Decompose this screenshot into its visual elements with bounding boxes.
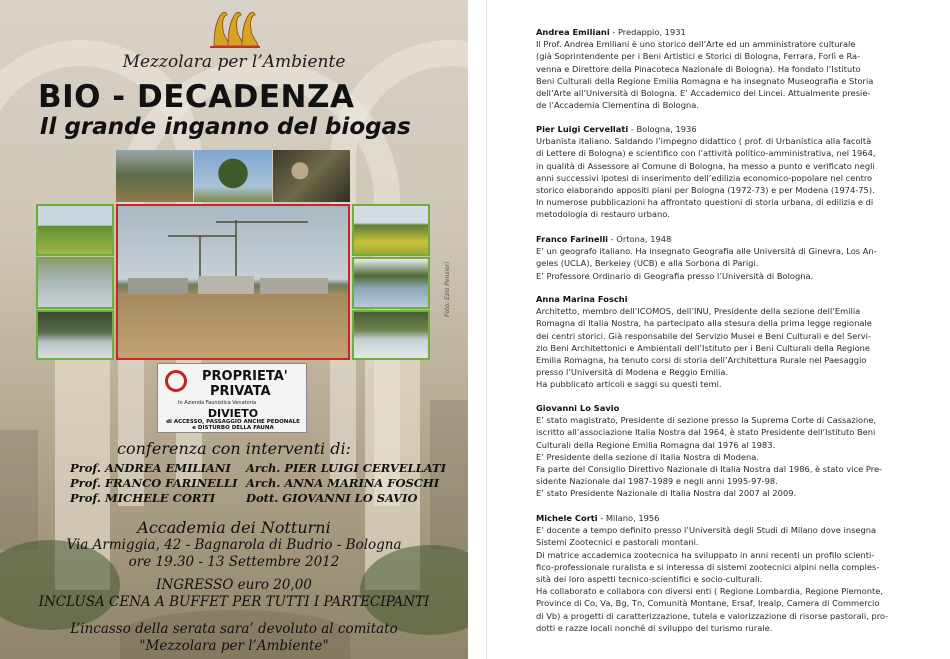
speaker-title: Prof. [70, 491, 101, 505]
poster-subtitle: Il grande inganno del biogas [40, 114, 411, 140]
prohibition-circle-icon [165, 370, 187, 392]
venue-address: Via Armiggia, 42 - Bagnarola di Budrio - Bologna [66, 537, 402, 553]
photo-tree-field [116, 150, 193, 202]
event-poster [0, 0, 468, 659]
bio-line: E’ stato Presidente Nazionale di Italia Nostra dal 2007 al 2009. [536, 488, 797, 499]
bio-line: Fa parte del Consiglio Direttivo Nazionale di Italia Nostra dal 1986, è stato vice Pre- [536, 464, 883, 475]
bio-header [536, 512, 916, 524]
speaker-title: Arch. [246, 476, 281, 490]
photo-tree-sky [194, 150, 272, 202]
bio-name: Pier Luigi Cervellati [536, 124, 629, 134]
committee-name: "Mezzolara per l’Ambiente" [139, 638, 329, 654]
bio-line: Ha pubblicato articoli e saggi su questi temi. [536, 379, 722, 390]
bio-losavio [536, 402, 916, 500]
bio-line: dotti e razze locali nonché di sviluppo del turismo rurale. [536, 622, 773, 633]
sign-line-5: di ACCESSO, PASSAGGIO ANCHE PEDONALE [166, 419, 300, 425]
bio-line: (già Soprintendente per i Beni Artistici e Storici di Bologna, Ferrara, Forlì e Ra- [536, 51, 861, 62]
sign-line-4: DIVIETO [207, 407, 259, 420]
bio-line: de l’Accademia Clementina di Bologna. [536, 100, 699, 111]
bio-origin: - Bologna, 1936 [628, 124, 697, 134]
photo-river [352, 257, 430, 309]
speaker-title: Prof. [70, 461, 101, 475]
photo-birds-water [36, 310, 114, 360]
bio-line: Ha collaborato e collabora con diversi enti ( Regione Lombardia, Regione Piemonte, [536, 586, 883, 597]
photo-wetland [352, 310, 430, 360]
sign-line-3: In Azienda Faunistica Venatoria [178, 400, 257, 406]
bio-line: Beni Culturali della Regione Emilia Romagna e ha insegnato Museografia e Storia [536, 75, 874, 86]
bio-line: Il Prof. Andrea Emiliani è uno storico dell’Arte ed un amministratore culturale [536, 39, 856, 50]
bio-header [536, 26, 916, 38]
bio-line: E’ Professore Ordinario di Geografia presso l’Università di Bologna. [536, 270, 814, 281]
speaker-5 [70, 491, 215, 505]
included-dinner: INCLUSA CENA A BUFFET PER TUTTI I PARTECIPANTI [38, 594, 430, 610]
bio-origin: - Ortona, 1948 [608, 234, 672, 244]
bio-name: Andrea Emiliani [536, 27, 610, 37]
event-datetime: ore 19.30 - 13 Settembre 2012 [128, 554, 340, 570]
bio-origin: - Milano, 1956 [597, 513, 660, 523]
private-property-sign [157, 363, 307, 433]
bio-line: sità dei loro aspetti tecnico-scientifici e socio-culturali. [536, 574, 763, 585]
bio-farinelli [536, 233, 916, 282]
bio-line: dell’Arte all’Università di Bologna. E’ Accademico dei Lincei. Attualmente presie- [536, 88, 871, 99]
bio-header [536, 123, 916, 135]
bio-line: In numerose pubblicazioni ha affrontato questioni di storia urbana, di edilizia e di [536, 197, 874, 208]
bio-line: E’ un geografo italiano. Ha insegnato Geografia alle Università di Ginevra, Los An- [536, 246, 877, 257]
speaker-title: Dott. [246, 491, 279, 505]
photo-credit: Foto: Ezio Pensieri [444, 262, 451, 317]
sign-line-1: PROPRIETA' [202, 369, 288, 384]
bio-header [536, 233, 916, 245]
bio-line: iscritto all’associazione Italia Nostra dal 1964, è stato Presidente dell’Istituto Beni [536, 427, 876, 438]
photo-leaves [273, 150, 350, 202]
bio-line: di Lettere di Bologna) e scientifico con l’attività politico-amministrativa, nel 1964, [536, 148, 876, 159]
conference-heading: conferenza con interventi di: [117, 439, 351, 458]
bio-line: venna e Direttore della Pinacoteca Nazionale di Bologna). Ha fondato l’Istituto [536, 63, 861, 74]
speaker-name: ANDREA EMILIANI [104, 461, 231, 475]
poster-title: BIO - DECADENZA [38, 79, 355, 115]
bio-origin: - Predappio, 1931 [609, 27, 686, 37]
bio-name: Michele Corti [536, 513, 598, 523]
bio-line: sidente Nazionale dal 1987-1989 e negli anni 1995-97-98. [536, 476, 778, 487]
photo-green-field [36, 204, 114, 256]
sign-line-2: PRIVATA [210, 384, 271, 399]
speaker-title: Arch. [246, 461, 281, 475]
bio-foschi [536, 293, 916, 391]
bio-header [536, 402, 916, 414]
speaker-1 [70, 461, 231, 475]
bio-cervellati [536, 123, 916, 221]
speaker-name: MICHELE CORTI [104, 491, 216, 505]
speaker-6 [246, 491, 418, 505]
speaker-name: PIER LUIGI CERVELLATI [284, 461, 446, 475]
bio-emiliani [536, 26, 916, 111]
bio-line: Emilia Romagna, ha tenuto corsi di storia dell’Architettura Rurale nel Paesaggio [536, 355, 867, 366]
bio-name: Franco Farinelli [536, 234, 609, 244]
bio-line: fico-professionale ruralista e si interessa di sistemi zootecnici alpini nella comples- [536, 561, 880, 572]
bio-line: metodologia di restauro urbano. [536, 209, 670, 220]
speaker-name: ANNA MARINA FOSCHI [284, 476, 440, 490]
bio-name: Giovanni Lo Savio [536, 403, 620, 413]
speaker-4 [246, 476, 439, 490]
bio-line: Architetto, membro dell’ICOMOS, dell’INU, Presidente della sezione dell’Emilia [536, 306, 861, 317]
speaker-name: FRANCO FARINELLI [104, 476, 238, 490]
bio-line: presso l’Università di Modena e Reggio Emilia. [536, 367, 729, 378]
bio-line: storico elaborando appositi piani per Bologna (1972-73) e per Modena (1974-75). [536, 185, 875, 196]
photo-biogas-plant [116, 204, 350, 360]
photo-pond [36, 257, 114, 309]
speaker-title: Prof. [70, 476, 101, 490]
proceeds-note: L’incasso della serata sara’ devoluto al comitato [70, 621, 398, 637]
speaker-3 [70, 476, 237, 490]
bio-name: Anna Marina Foschi [536, 294, 628, 304]
bio-line: geles (UCLA), Berkeley (UCB) e alla Sorbona di Parigi. [536, 258, 759, 269]
bio-line: anni successivi ipotesi di inserimento dell’edilizia economico-popolare nel centro [536, 172, 873, 183]
bio-line: Province di Co, Va, Bg, Tn, Comunità Montane, Ersaf, Irealp, Camera di Commercio [536, 598, 880, 609]
speaker-2 [246, 461, 446, 475]
venue-name: Accademia dei Notturni [137, 518, 331, 537]
bio-line: E’ Presidente della sezione di Italia Nostra di Modena. [536, 451, 759, 462]
bio-line: dei centri storici. Già responsabile del Servizio Musei e Beni Culturali e del Servi- [536, 330, 871, 341]
photo-rapeseed-field [352, 204, 430, 256]
bio-line: E’ docente a tempo definito presso l’Università degli Studi di Milano dove insegna [536, 525, 877, 536]
bio-line: Culturali della Regione Emilia Romagna dal 1976 al 1983. [536, 439, 776, 450]
bio-line: Romagna di Italia Nostra, ha partecipato alla stesura della prima legge regionale [536, 318, 872, 329]
bio-header [536, 293, 916, 305]
bio-line: di Vb) a progetti di caratterizzazione, tutela e valorizzazione di risorse pastorali, pro- [536, 610, 889, 621]
three-birds-logo-icon [206, 6, 264, 52]
organization-name: Mezzolara per l’Ambiente [122, 52, 346, 72]
bio-corti [536, 512, 916, 634]
bio-line: zio Beni Architettonici e Ambientali dell’Istituto per i Beni Culturali della Regione [536, 342, 871, 353]
speaker-name: GIOVANNI LO SAVIO [282, 491, 418, 505]
bio-line: Sistemi Zootecnici e pastorali montani. [536, 537, 699, 548]
construction-cranes-icon [118, 206, 348, 358]
bio-line: Urbanista italiano. Saldando l’impegno didattico ( prof. di Urbanistica alla facoltà [536, 136, 872, 147]
bio-line: E’ stato magistrato, Presidente di sezione presso la Suprema Corte di Cassazione, [536, 415, 877, 426]
bio-line: Di matrice accademica zootecnica ha sviluppato in anni recenti un profilo scienti- [536, 549, 875, 560]
entry-price: INGRESSO euro 20,00 [156, 577, 312, 593]
bio-line: in qualità di Assessore al Comune di Bologna, ha messo a punto e verificato negli [536, 160, 875, 171]
sign-line-6: e DISTURBO DELLA FAUNA [192, 425, 274, 431]
